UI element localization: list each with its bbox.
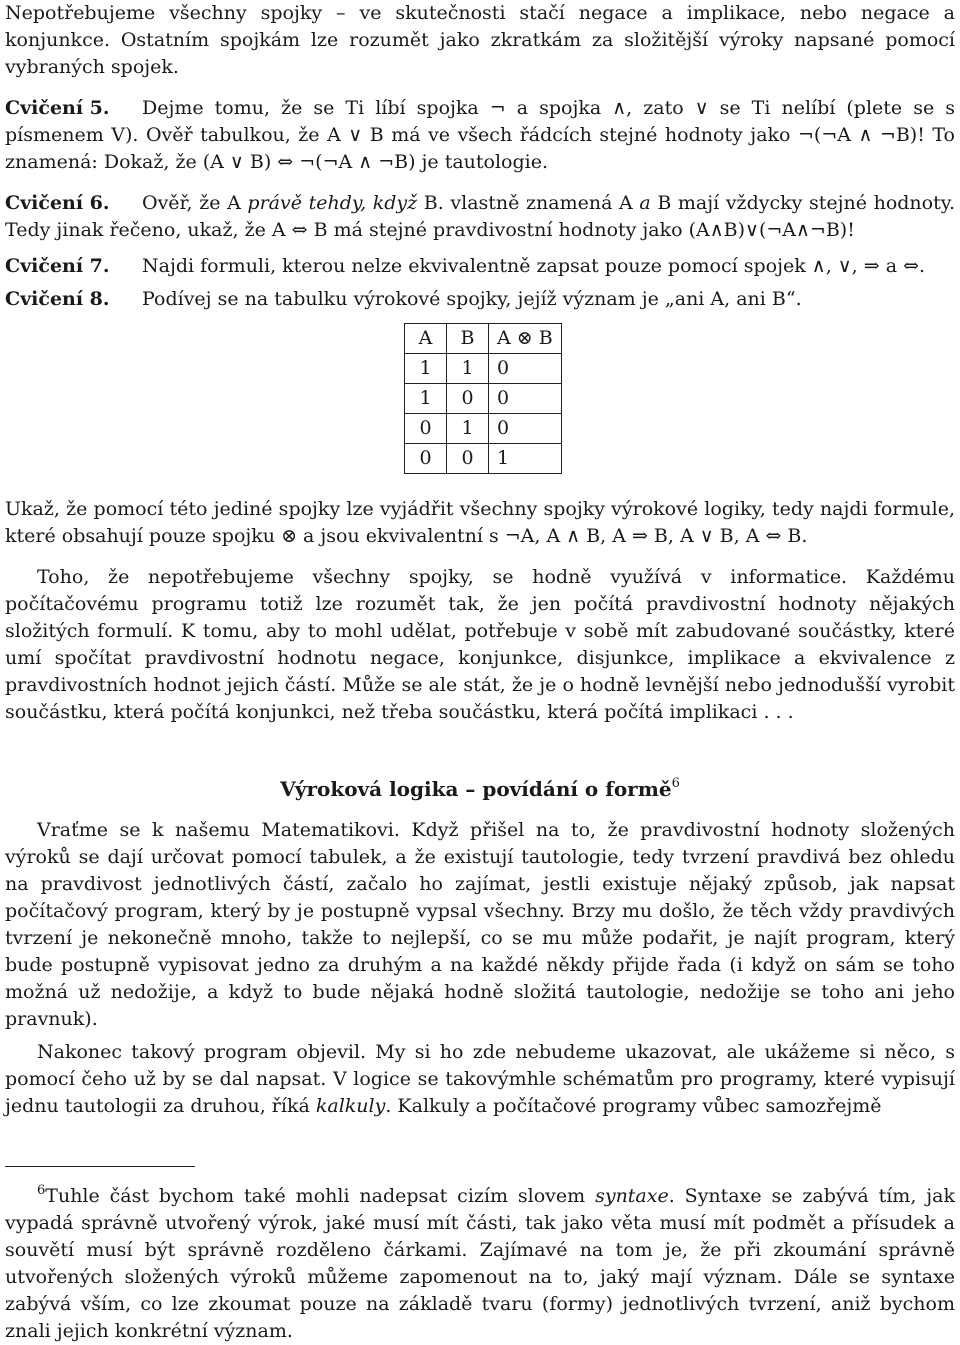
footnote-mark: 6 [37, 1183, 46, 1198]
truth-table-cell: 1 [405, 354, 447, 384]
section-paragraph-1: Vraťme se k našemu Matematikovi. Když přišel na to, že pravdivostní hodnoty složených výroků se dají určovat pomocí tabulek, a že existují tautologie, tedy tvrzení pravdivá bez ohledu na pravdivost jednotlivých částí, začalo ho zajímat, jestli existuje nějaký způsob, jak napsat počítačový program, který by je postupně vypsal všechny. Brzy mu došlo, že těch vždy pravdivých tvrzení je nekonečně mnoho, takže to nejlepší, co se mu může podařit, je najít program, který bude postupně vypisovat jedno za druhým a na každé někdy přijde řada (i když on sám se toho možná už nedožije, a když to bude nějaká hodně složitá tautologie, nedožije se toho ani jeho pravnuk). [5, 819, 955, 1030]
truth-table [404, 323, 562, 474]
section-paragraph-2-b: . Kalkuly a počítačové programy vůbec samozřejmě [385, 1095, 882, 1117]
exercise-6-text-b: B. vlastně znamená A [417, 192, 640, 214]
exercise-8-text: Podívej se na tabulku výrokové spojky, jejíž význam je „ani A, ani B“. [142, 288, 802, 310]
exercise-7 [5, 253, 955, 280]
exercise-5 [5, 95, 955, 176]
truth-table-cell: 1 [447, 414, 489, 444]
truth-table-header: A ⊗ B [489, 324, 562, 354]
informatics-paragraph: Toho, že nepotřebujeme všechny spojky, se hodně využívá v informatice. Každému počítačovému programu totiž lze rozumět tak, že jen počítá pravdivostní hodnoty nějakých složitých formulí. K tomu, aby to mohl udělat, potřebuje v sobě mít zabudované součástky, které umí spočítat pravdivostní hodnotu negace, konjunkce, disjunkce, implikace a ekvivalence z pravdivostních hodnot jejich částí. Může se ale stát, že je o hodně levnější nebo jednodušší vyrobit součástku, která počítá konjunkci, než třeba součástku, která počítá implikaci . . . [5, 566, 955, 723]
exercise-8 [5, 286, 955, 313]
truth-table-cell: 0 [405, 414, 447, 444]
truth-table-row [405, 444, 562, 474]
exercise-6-label: Cvičení 6. [5, 192, 110, 214]
truth-table-row [405, 414, 562, 444]
exercise-7-text: Najdi formuli, kterou nelze ekvivalentně zapsat pouze pomocí spojek ∧, ∨, ⇒ a ⇔. [142, 255, 926, 277]
truth-table-cell: 1 [447, 354, 489, 384]
truth-table-row [405, 384, 562, 414]
truth-table-cell: 0 [489, 354, 562, 384]
truth-table-cell: 0 [489, 414, 562, 444]
section-paragraph-2-emph: kalkuly [315, 1095, 386, 1117]
truth-table-cell: 0 [447, 384, 489, 414]
page [5, 0, 955, 1345]
exercise-6 [5, 190, 955, 244]
intro-paragraph: Nepotřebujeme všechny spojky – ve skutečnosti stačí negace a implikace, nebo negace a konjunkce. Ostatním spojkám lze rozumět jako zkratkám za složitější výroky napsané pomocí vybraných spojek. [5, 2, 955, 78]
truth-table-cell: 0 [405, 444, 447, 474]
footnote-text-a: Tuhle část bychom také mohli nadepsat cizím slovem [45, 1185, 596, 1207]
truth-table-cell: 1 [405, 384, 447, 414]
truth-table-cell: 0 [447, 444, 489, 474]
footnote-reference: 6 [671, 776, 680, 791]
section-paragraph-2 [5, 1039, 955, 1120]
truth-table-cell: 1 [489, 444, 562, 474]
truth-table-header: B [447, 324, 489, 354]
footnote [5, 1177, 955, 1345]
section-title [5, 770, 955, 803]
exercise-6-emph: právě tehdy, když [247, 192, 418, 214]
exercise-6-text-c: B mají vždycky stejné hodnoty. Tedy jinak řečeno, ukaž, že A ⇔ B má stejné pravdivostní hodnoty jako (A∧B)∨(¬A∧¬B)! [5, 192, 955, 241]
exercise-8-label: Cvičení 8. [5, 288, 110, 310]
truth-table-cell: 0 [489, 384, 562, 414]
exercise-5-text: Dejme tomu, že se Ti líbí spojka ¬ a spojka ∧, zato ∨ se Ti nelíbí (plete se s písmenem V). Ověř tabulkou, že A ∨ B má ve všech řádcích stejné hodnoty jako ¬(¬A ∧ ¬B)! To znamená: Dokaž, že (A ∨ B) ⇔ ¬(¬A ∧ ¬B) je tautologie. [5, 97, 955, 173]
after-table-paragraph: Ukaž, že pomocí této jediné spojky lze vyjádřit všechny spojky výrokové logiky, tedy najdi formule, které obsahují pouze spojku ⊗ a jsou ekvivalentní s ¬A, A ∧ B, A ⇒ B, A ∨ B, A ⇔ B. [5, 498, 955, 547]
truth-table-header-row [405, 324, 562, 354]
truth-table-row [405, 354, 562, 384]
footnote-text-b: . Syntaxe se zabývá tím, jak vypadá správně utvořený výrok, jaké musí mít části, tak jako věta musí mít podmět a přísudek a souvětí musí být správně rozděleno čárkami. Zajímavé na tom je, že při zkoumání správně utvořených složených výroků můžeme zapomenout na to, jaký mají význam. Dále se syntaxe zabývá vším, co lze zkoumat pouze na základě tvaru (formy) jednotlivých tvrzení, aniž bychom znali jejich konkrétní význam. [5, 1185, 955, 1342]
truth-table-header: A [405, 324, 447, 354]
footnote-divider [5, 1166, 195, 1167]
exercise-6-emph-a: a [639, 192, 651, 214]
section-paragraph-2-a: Nakonec takový program objevil. My si ho zde nebudeme ukazovat, ale ukážeme si něco, s pomocí čeho už by se dal napsat. V logice se takovýmhle schématům pro programy, které vypisují jednu tautologii za druhou, říká [5, 1041, 955, 1117]
footnote-emph: syntaxe [595, 1185, 669, 1207]
exercise-6-text-a: Ověř, že A [142, 192, 248, 214]
section-title-text: Výroková logika – povídání o formě [280, 777, 672, 801]
exercise-7-label: Cvičení 7. [5, 255, 110, 277]
exercise-5-label: Cvičení 5. [5, 97, 110, 119]
